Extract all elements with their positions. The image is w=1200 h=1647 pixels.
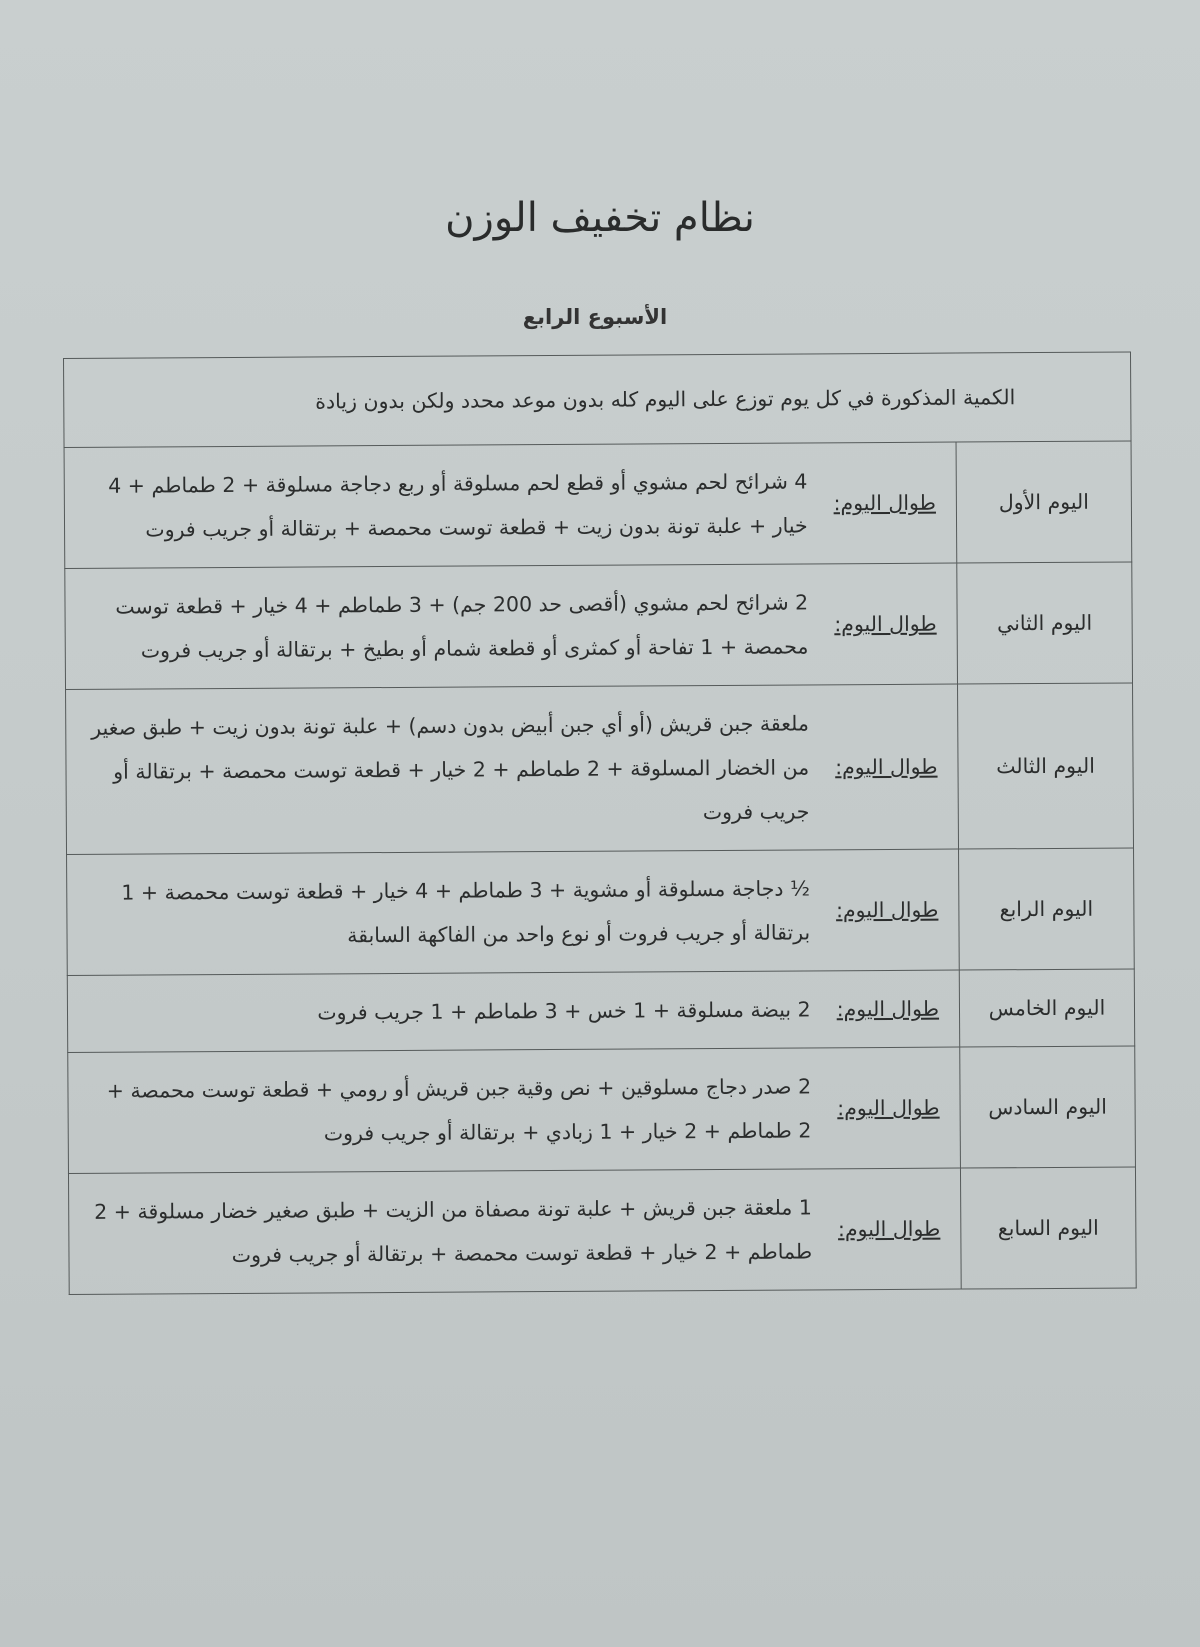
day-content [67,970,959,1052]
day-content [65,563,958,689]
day-name: اليوم السابع [960,1167,1136,1289]
meal-text: ملعقة جبن قريش (أو أي جبن أبيض بدون دسم) + علبة تونة بدون زيت + طبق صغير من الخضار المسلوقة + 2 طماطم + 2 خيار + قطعة توست محمصة + برتقالة أو جريب فروت [91,711,810,825]
day-row [67,969,1134,1053]
day-row [64,441,1132,569]
day-content [67,849,960,975]
day-name: اليوم الرابع [959,848,1135,970]
meal-label: طوال اليوم: [833,490,936,516]
meal-label: طوال اليوم: [835,897,939,923]
meal-label: طوال اليوم: [837,1216,941,1242]
meal-text: 2 شرائح لحم مشوي (أقصى حد 200 جم) + 3 طماطم + 4 خيار + قطعة توست محمصة + 1 تفاحة أو كمثرى أو قطعة شمام أو بطيخ + برتقالة أو جريب فروت [115,590,809,663]
day-content [66,684,959,854]
meal-text: 4 شرائح لحم مشوي أو قطع لحم مسلوقة أو ربع دجاجة مسلوقة + 2 طماطم + 4 خيار + علبة تونة بدون زيت + قطعة توست محمصة + برتقالة أو جريب فروت [108,469,808,542]
day-name: اليوم الثالث [958,683,1134,849]
quantity-note: الكمية المذكورة في كل يوم توزع على اليوم كله بدون موعد محدد ولكن بدون زيادة [64,352,1132,448]
meal-text: 1 ملعقة جبن قريش + علبة تونة مصفاة من الزيت + طبق صغير خضار مسلوقة + 2 طماطم + 2 خيار + قطعة توست محمصة + برتقالة أو جريب فروت [94,1195,813,1267]
day-row [68,1046,1136,1174]
day-row [67,848,1135,976]
page-title: نظام تخفيف الوزن [445,195,755,241]
note-row [64,352,1132,448]
day-row [68,1167,1136,1295]
meal-label: طوال اليوم: [834,611,937,637]
meal-text: 2 بيضة مسلوقة + 1 خس + 3 طماطم + 1 جريب فروت [317,997,811,1025]
week-subtitle: الأسبوع الرابع [522,305,668,329]
meal-label: طوال اليوم: [835,754,938,780]
meal-text: 2 صدر دجاج مسلوقين + نص وقية جبن قريش أو رومي + قطعة توست محمصة + 2 طماطم + 2 خيار + 1 زبادي + برتقالة أو جريب فروت [106,1074,812,1146]
day-content [64,442,957,568]
day-name: اليوم الثاني [957,562,1133,684]
diet-plan-table [63,351,1137,1295]
day-name: اليوم الأول [956,441,1132,563]
day-row [66,683,1134,855]
meal-label: طوال اليوم: [837,1095,940,1121]
day-name: اليوم السادس [960,1046,1136,1168]
day-row [65,562,1133,690]
day-content [68,1047,961,1173]
meal-text: ½ دجاجة مسلوقة أو مشوية + 3 طماطم + 4 خيار + قطعة توست محمصة + 1 برتقالة أو جريب فروت أو نوع واحد من الفاكهة السابقة [121,876,811,948]
meal-label: طوال اليوم: [836,996,940,1022]
day-content [68,1168,961,1294]
day-name: اليوم الخامس [959,969,1134,1047]
